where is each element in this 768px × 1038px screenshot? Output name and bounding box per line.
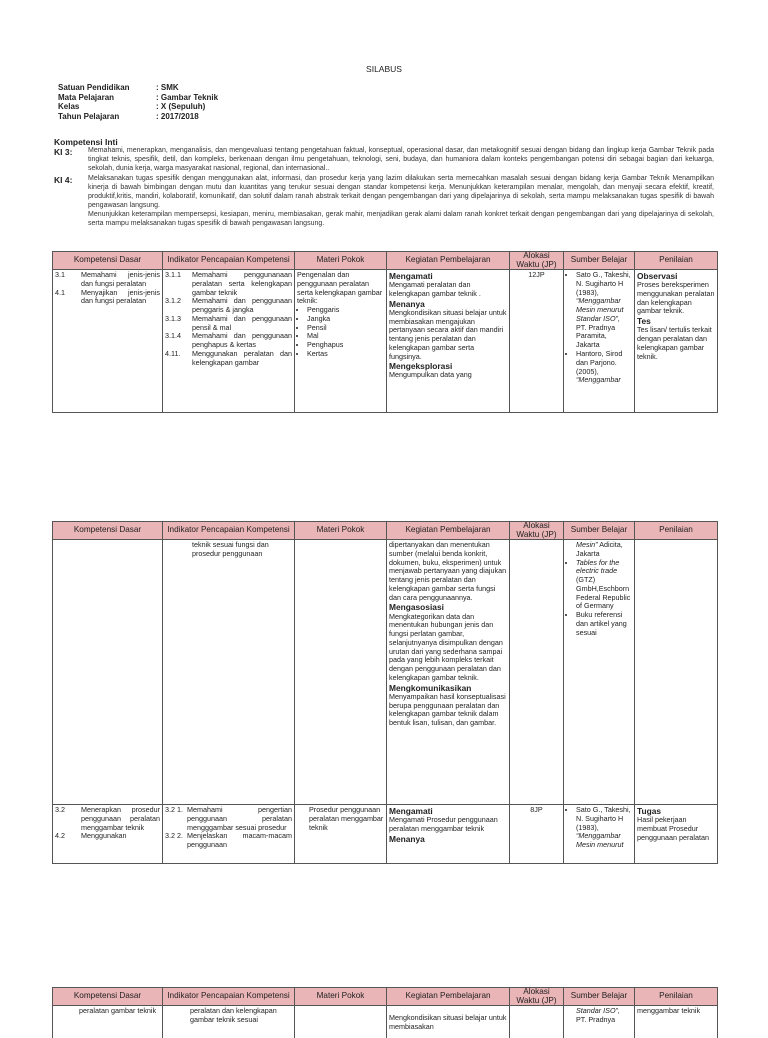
kegiatan-text: Mengumpulkan data yang — [389, 371, 507, 380]
list-item: • Jangka — [307, 315, 384, 324]
silabus-table-3 — [52, 987, 718, 1038]
penilaian-text: Hasil pekerjaan membuat Prosedur penggunaan peralatan — [637, 816, 715, 842]
table-row — [53, 270, 718, 413]
header-penilaian: Penilaian — [635, 252, 718, 270]
table-header-row — [53, 252, 718, 270]
alokasi-cell: 12JP — [510, 270, 564, 413]
header-indikator: Indikator Pencapaian Kompetensi — [163, 252, 295, 270]
table-3-clip — [52, 987, 718, 1024]
header-sumber: Sumber Belajar — [564, 988, 635, 1006]
indikator-item: 3.1.1 Memahami penggunanaan peralatan serta kelengkapan gambar teknik — [165, 271, 292, 297]
kd-item: 3.1 Memahami jenis-jenis dan fungsi peralatan — [55, 271, 160, 289]
ki4-body — [88, 175, 714, 229]
ki3-block — [54, 147, 714, 174]
kegiatan-cell — [387, 270, 510, 413]
kd-cell — [53, 270, 163, 413]
sumber-cell — [564, 805, 635, 864]
sumber-list — [566, 806, 632, 850]
penilaian-cell — [635, 270, 718, 413]
list-item: • Penghapus — [307, 341, 384, 350]
indikator-cell — [163, 270, 295, 413]
header-kompetensi-dasar: Kompetensi Dasar — [53, 988, 163, 1006]
kegiatan-heading: Mengasosiasi — [389, 602, 507, 612]
header-materi-pokok: Materi Pokok — [295, 988, 387, 1006]
silabus-table-1 — [52, 251, 718, 413]
header-indikator: Indikator Pencapaian Kompetensi — [163, 522, 295, 540]
kd-cell: peralatan gambar teknik — [53, 1006, 163, 1038]
penilaian-text: Tes lisan/ tertulis terkait dengan peralatan dan kelengkapan gambar teknik. — [637, 326, 715, 361]
document-title: SILABUS — [0, 64, 768, 74]
indikator-cell — [163, 805, 295, 864]
table-row — [53, 805, 718, 864]
ki4-label: KI 4: — [54, 175, 88, 229]
list-item: • Pensil — [307, 324, 384, 333]
header-kegiatan: Kegiatan Pembelajaran — [387, 252, 510, 270]
kegiatan-text: Mengamati Prosedur penggunaan peralatan menggambar teknik — [389, 816, 507, 834]
kegiatan-heading: Mengeksplorasi — [389, 361, 507, 371]
kegiatan-heading: Menanya — [389, 834, 507, 844]
header-kompetensi-dasar: Kompetensi Dasar — [53, 522, 163, 540]
list-item: • Mal — [307, 332, 384, 341]
table-header-row — [53, 522, 718, 540]
header-penilaian: Penilaian — [635, 522, 718, 540]
ki4-text-2: Menunjukkan keterampilan mempersepsi, kesiapan, meniru, membiasakan, gerak mahir, menjadikan gerak alami dalam ranah konkret terkait dengan pengembangan dari yang dipelajarinya di sekolah, serta mampu melaksanakan tugas spesifik di bawah pengawasan langsung. — [88, 211, 714, 229]
meta-key: Tahun Pelajaran — [58, 112, 156, 122]
kegiatan-text: Mengkategorikan data dan menentukan hubungan jenis dan fungsi perlatan gambar, selanjutnyanya disimpulkan dengan urutan dari yang sederhana sampai pada yang lebih kompleks terkait dengan penggunaan peralatan dan kelengkapan gambar teknik. — [389, 613, 507, 683]
kegiatan-text: dipertanyakan dan menentukan sumber (melalui benda konkrit, dokumen, buku, eksperimen) untuk menjawab pertanyaan yang diajukan tentang jenis peralatan dan kelengkapan gambar serta fungsi dan cara penggunaannya. — [389, 541, 507, 602]
ki-heading: Kompetensi Inti — [54, 137, 118, 147]
meta-value: : SMK — [156, 83, 179, 93]
materi-cell: Prosedur penggunaan peralatan menggambar teknik — [295, 805, 387, 864]
kegiatan-text: Mengkondisikan situasi belajar untuk membiasakan mengajukan pertanyaan secara aktif dan mandiri tentang jenis peralatan dan kelengkapan gambar serta fungsinya. — [389, 309, 507, 362]
indikator-cell — [163, 540, 295, 805]
indikator-item: 3.2 1. Memahami pengertian penggunaan peralatan mengggambar sesuai prosedur — [165, 806, 292, 832]
header-kompetensi-dasar: Kompetensi Dasar — [53, 252, 163, 270]
materi-cell — [295, 1006, 387, 1038]
list-item: • Sato G., Takeshi, N. Sugiharto H (1983), “Menggambar Mesin menurut — [576, 806, 632, 850]
indikator-item: 3.2 2. Menjelaskan macam-macam penggunaan — [165, 832, 292, 850]
kegiatan-cell — [387, 540, 510, 805]
header-alokasi: Alokasi Waktu (JP) — [510, 252, 564, 270]
header-indikator: Indikator Pencapaian Kompetensi — [163, 988, 295, 1006]
alokasi-cell — [510, 540, 564, 805]
sumber-list — [566, 271, 632, 385]
materi-cell — [295, 270, 387, 413]
ki4-text-1: Melaksanakan tugas spesifik dengan menggunakan alat, informasi, dan prosedur kerja yang lazim dilakukan serta memecahkan masalah sesuai dengan bidang kerja Gambar Teknik Menampilkan kinerja di bawah bimbingan dengan mutu dan kuantitas yang terukur sesuai dengan standar kompetensi kerja. Menunjukkan keterampilan menalar, mengolah, dan menyaji secara efektif, kreatif, produktif,kritis, mandiri, kolaboratif, komunikatif, dan solutif dalam ranah abstrak terkait dengan pengembangan dari yang dipelajarinya di sekolah, serta mampu melaksanakan tugas spesifik di bawah pengawasan langsung. — [88, 175, 714, 211]
materi-intro: Pengenalan dan penggunaan peralatan serta kelengkapan gambar teknik: — [297, 271, 384, 306]
header-materi-pokok: Materi Pokok — [295, 252, 387, 270]
kegiatan-cell — [387, 805, 510, 864]
penilaian-heading: Observasi — [637, 271, 715, 281]
ki3-text: Memahami, menerapkan, menganalisis, dan mengevaluasi tentang pengetahuan faktual, konseptual, operasional dasar, dan metakognitif sesuai dengan bidang dan lingkup kerja Gambar Teknik pada tingkat teknis, spesifik, detil, dan kompleks, berkenaan dengan ilmu pengetahuan, teknologi, seni, budaya, dan humaniora dalam konteks pengembangan potensi diri sebagai bagian dari keluarga, sekolah, dunia kerja, warga masyarakat nasional, regional, dan internasional.. — [88, 147, 714, 174]
header-kegiatan: Kegiatan Pembelajaran — [387, 522, 510, 540]
indikator-item: 4.11. Menggunakan peralatan dan kelengkapan gambar — [165, 350, 292, 368]
header-sumber: Sumber Belajar — [564, 252, 635, 270]
table-row — [53, 540, 718, 805]
sumber-list — [566, 559, 632, 638]
kd-cell — [53, 805, 163, 864]
penilaian-cell: menggambar teknik — [635, 1006, 718, 1038]
alokasi-cell: 8JP — [510, 805, 564, 864]
indikator-item: 3.1.2 Memahami dan penggunaan penggaris & jangka — [165, 297, 292, 315]
kegiatan-cell: Mengkondisikan situasi belajar untuk membiasakan — [387, 1006, 510, 1038]
indikator-item: 3.1.4 Memahami dan penggunaan penghapus & kertas — [165, 332, 292, 350]
alokasi-cell — [510, 1006, 564, 1038]
sumber-cell: Standar ISO”, PT. Pradnya — [564, 1006, 635, 1038]
penilaian-heading: Tugas — [637, 806, 715, 816]
indikator-item: 3.1.3 Memahami dan penggunaan pensil & mal — [165, 315, 292, 333]
list-item: • Buku referensi dan artikel yang sesuai — [576, 611, 632, 637]
header-alokasi: Alokasi Waktu (JP) — [510, 522, 564, 540]
kegiatan-heading: Mengamati — [389, 271, 507, 281]
penilaian-cell — [635, 540, 718, 805]
indikator-cell: peralatan dan kelengkapan gambar teknik sesuai — [163, 1006, 295, 1038]
header-penilaian: Penilaian — [635, 988, 718, 1006]
penilaian-text: Proses bereksperimen menggunakan peralatan dan kelengkapan gambar teknik. — [637, 281, 715, 316]
meta-key: Mata Pelajaran — [58, 93, 156, 103]
sumber-cell — [564, 270, 635, 413]
kd-cell — [53, 540, 163, 805]
table-row — [53, 1006, 718, 1038]
document-meta — [58, 83, 218, 121]
meta-value: : 2017/2018 — [156, 112, 199, 122]
sumber-continued: Mesin” Adicita, Jakarta — [566, 541, 632, 559]
header-alokasi: Alokasi Waktu (JP) — [510, 988, 564, 1006]
kegiatan-heading: Menanya — [389, 299, 507, 309]
meta-key: Kelas — [58, 102, 156, 112]
penilaian-cell — [635, 805, 718, 864]
header-sumber: Sumber Belajar — [564, 522, 635, 540]
penilaian-heading: Tes — [637, 316, 715, 326]
meta-value: : X (Sepuluh) — [156, 102, 205, 112]
meta-key: Satuan Pendidikan — [58, 83, 156, 93]
silabus-table-2 — [52, 521, 718, 864]
kegiatan-heading: Mengkomunikasikan — [389, 683, 507, 693]
header-kegiatan: Kegiatan Pembelajaran — [387, 988, 510, 1006]
header-materi-pokok: Materi Pokok — [295, 522, 387, 540]
kegiatan-heading: Mengamati — [389, 806, 507, 816]
meta-value: : Gambar Teknik — [156, 93, 218, 103]
kegiatan-text: Mengamati peralatan dan kelengkapan gambar teknik . — [389, 281, 507, 299]
ki3-label: KI 3: — [54, 147, 88, 174]
list-item: • Tables for the electric trade (GTZ) GmbH,Eschborn Federal Republic of Germany — [576, 559, 632, 612]
list-item: • Kertas — [307, 350, 384, 359]
kd-item: 4.1 Menyajikan jenis-jenis dan fungsi peralatan — [55, 289, 160, 307]
materi-cell — [295, 540, 387, 805]
ki4-block — [54, 175, 714, 229]
materi-list — [297, 306, 384, 359]
list-item: • Sato G., Takeshi, N. Sugiharto H (1983), “Menggambar Mesin menurut Standar ISO”, PT. Pradnya Paramita, Jakarta — [576, 271, 632, 350]
sumber-cell — [564, 540, 635, 805]
list-item: • Penggaris — [307, 306, 384, 315]
indikator-continued: teknik sesuai fungsi dan prosedur penggunaan — [165, 541, 292, 559]
table-header-row — [53, 988, 718, 1006]
list-item: • Hantoro, Sirod dan Parjono. (2005), “Menggambar — [576, 350, 632, 385]
kd-item: 3.2 Menerapkan prosedur penggunaan peralatan menggambar teknik — [55, 806, 160, 832]
kd-item: 4.2 Menggunakan — [55, 832, 160, 841]
kegiatan-text: Menyampaikan hasil konseptualisasi berupa penggunaan peralatan dan kelengkapan gambar teknik dalam bentuk lisan, tulisan, dan gambar. — [389, 693, 507, 728]
